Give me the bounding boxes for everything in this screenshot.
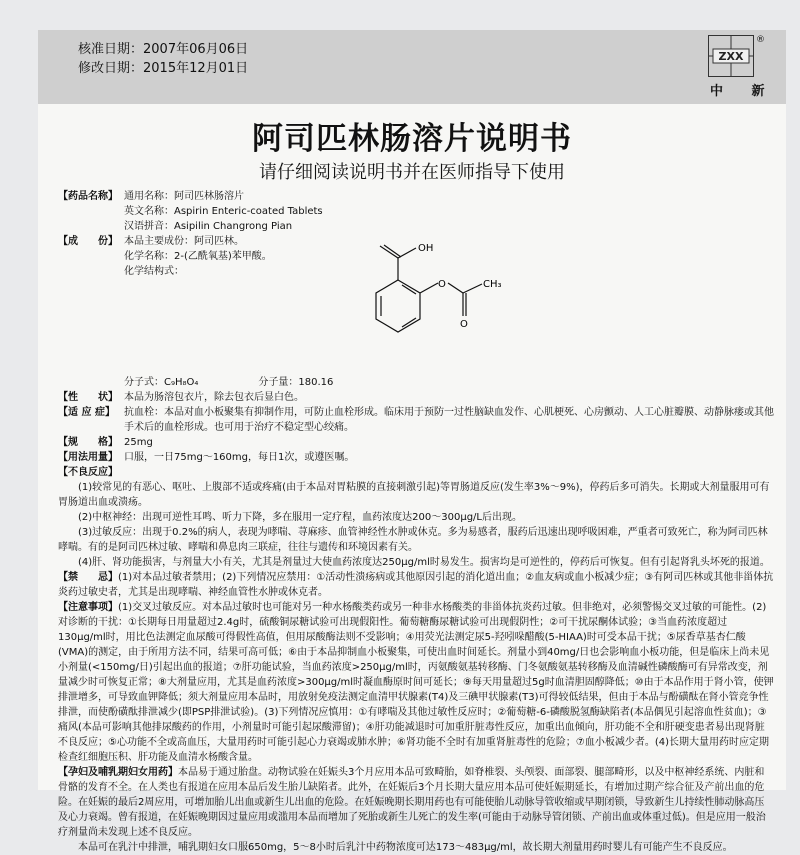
section-dosage [58, 450, 774, 465]
section-label: 【适 应 症】 [58, 407, 115, 418]
benzene-ring [376, 280, 420, 332]
ester-oxygen-label: O [438, 279, 446, 290]
section-label: 【用法用量】 [58, 452, 118, 463]
section-label: 【成 份】 [58, 236, 118, 247]
aspirin-structure-diagram [358, 238, 528, 348]
precautions-text: (1)交叉过敏反应。对本品过敏时也可能对另一种水杨酸类药或另一种非水杨酸类的非甾体抗炎药过敏。但非绝对，必须警惕交叉过敏的可能性。(2)对诊断的干扰：①长期每日用量超过2.4g时，硫酸铜尿糖试验可出现假阳性。葡萄糖酶尿糖试验可出现假阴性；②可干扰尿酮体试验；③当血药浓度超过130μg/ml时，用比色法测定血尿酸可得假性高值，但用尿酸酶法则不受影响；④用荧光法测定尿5-羟吲哚醋酸(5-HIAA)时可受本品干扰；⑤尿香草基杏仁酸(VMA)的测定，由于所用方法不同，结果可高可低；⑥由于本品抑制血小板聚集，可使出血时间延长。剂量小到40mg/日也会影响血小板功能，但是临床上尚未见小剂量(<150mg/日)引起出血的报道；⑦肝功能试验，当血药浓度>250μg/ml时，丙氨酸氨基转移酶、门冬氨酸氨基转移酶及血清碱性磷酸酶可有异常改变，剂量减少时可恢复正常；⑧大剂量应用，尤其是血药浓度>300μg/ml时凝血酶原时间可延长；⑨每天用量超过5g时血清胆固醇降低；⑩由于本品作用于肾小管，使钾排泄增多，可导致血钾降低；须大剂量应用本品时，用放射免疫法测定血清甲状腺素(T4)及三碘甲状腺素(T3)可得较低结果，但由于本品与酚磺酞在肾小管竞争性排泄，而使酚磺酞排泄减少(即PSP排泄试验)。(3)下列情况应慎用：①有哮喘及其他过敏性反应时；②葡萄糖-6-磷酸脱氢酶缺陷者(本品偶见引起溶血性贫血)；③痛风(本品可影响其他排尿酸药的作用，小剂量时可能引起尿酸滞留)；④肝功能减退时可加重肝脏毒性反应，加重出血倾向，肝功能不全和肝硬变患者易出现肾脏不良反应；⑤心功能不全或高血压，大量用药时可能引起心力衰竭或肺水肿；⑥肾功能不全时有加重肾脏毒性的危险；⑦血小板减少者。(4)长期大量用药时应定期检查红细胞压积、肝功能及血清水杨酸含量。 [58, 602, 774, 763]
chemical-name: 化学名称：2-(乙酰氧基)苯甲酸。 [124, 251, 272, 262]
adverse-paragraph: (4)肝、肾功能损害，与剂量大小有关，尤其是剂量过大使血药浓度达250μg/ml时易发生。损害均是可逆性的，停药后可恢复。但有引起肾乳头坏死的报道。 [78, 557, 770, 568]
section-drug-name [58, 189, 774, 234]
leaflet-sheet [38, 30, 786, 853]
section-precautions [58, 600, 774, 765]
section-ingredients [58, 234, 774, 390]
logo-letters: ZXX [718, 50, 744, 63]
carbonyl-oxygen-label: O [460, 319, 468, 330]
document-title: 阿司匹林肠溶片说明书 [252, 121, 572, 157]
date-block [78, 40, 248, 78]
character-text: 本品为肠溶包衣片，除去包衣后显白色。 [124, 392, 304, 403]
formula-row [124, 375, 774, 390]
pregnancy-text: 本品易于通过胎盘。动物试验在妊娠头3个月应用本品可致畸胎，如脊椎裂、头颅裂、面部裂、腿部畸形，以及中枢神经系统、内脏和骨骼的发育不全。在人类也有报道在应用本品后发生胎儿缺陷者。此外，在妊娠后3个月长期大量应用本品可使妊娠期延长，有增加过期产综合征及产前出血的危险。在妊娠的最后2周应用，可增加胎儿出血或新生儿出血的危险。在妊娠晚期长期用药也有可能使胎儿动脉导管收缩或早期闭锁，导致新生儿持续性肺动脉高压及心力衰竭。曾有报道，在妊娠晚期因过量应用或滥用本品而增加了死胎或新生儿死亡的发生率(可能由于动脉导管闭锁、产前出血或体重过低)。但是应用一般治疗剂量尚未发现上述不良反应。 [58, 767, 766, 838]
indications-text: 抗血栓：本品对血小板聚集有抑制作用，可防止血栓形成。临床用于预防一过性脑缺血发作、心肌梗死、心房颤动、人工心脏瓣膜、动静脉瘘或其他手术后的血栓形成。也可用于治疗不稳定型心绞痛。 [124, 407, 774, 433]
document-subtitle: 请仔细阅读说明书并在医师指导下使用 [259, 162, 565, 183]
approval-date: 核准日期：2007年06月06日 [78, 42, 249, 57]
molecular-formula: 分子式：C₉H₈O₄ [124, 377, 199, 388]
section-specification [58, 435, 774, 450]
section-label: 【规 格】 [58, 437, 118, 448]
specification-text: 25mg [124, 437, 153, 448]
adverse-paragraph: (1)较常见的有恶心、呕吐、上腹部不适或疼痛(由于本品对胃粘膜的直接刺激引起)等胃肠道反应(发生率3%～9%)，停药后多可消失。长期或大剂量服用可有胃肠道出血或溃疡。 [58, 482, 770, 508]
section-label: 【药品名称】 [58, 191, 118, 202]
registered-mark: ® [756, 35, 765, 45]
pinyin-name: 汉语拼音：Asipilin Changrong Pian [124, 221, 293, 232]
contraindications-text: (1)对本品过敏者禁用；(2)下列情况应禁用：①活动性溃疡病或其他原因引起的消化道出血；②血友病或血小板减少症；③有阿司匹林或其他非甾体抗炎药过敏史者，尤其是出现哮喘、神经血管性水肿或休克者。 [58, 572, 774, 598]
structure-label: 化学结构式： [124, 266, 184, 277]
section-label: 【注意事项】 [58, 602, 118, 613]
leaflet-body [58, 189, 774, 855]
section-adverse-reactions [58, 465, 774, 570]
section-pregnancy [58, 765, 774, 855]
section-indications [58, 405, 774, 435]
section-character [58, 390, 774, 405]
company-logo [698, 35, 777, 101]
logo-emblem-icon [708, 35, 754, 77]
methyl-label: CH₃ [483, 279, 502, 290]
revision-date: 修改日期：2015年12月01日 [78, 61, 249, 76]
section-contraindications [58, 570, 774, 600]
generic-name: 通用名称：阿司匹林肠溶片 [124, 191, 244, 202]
main-ingredient: 本品主要成份：阿司匹林。 [124, 236, 244, 247]
english-name: 英文名称：Aspirin Enteric-coated Tablets [124, 206, 323, 217]
molecular-weight: 分子量：180.16 [258, 377, 334, 388]
lactation-text: 本品可在乳汁中排泄，哺乳期妇女口服650mg，5～8小时后乳汁中药物浓度可达173～483μg/ml，故长期大剂量用药时婴儿有可能产生不良反应。 [78, 842, 733, 853]
logo-company-name: 中 新 [710, 84, 777, 99]
section-label: 【禁 忌】 [58, 572, 118, 583]
dosage-text: 口服，一日75mg～160mg，每日1次，或遵医嘱。 [124, 452, 355, 463]
adverse-paragraph: (2)中枢神经：出现可逆性耳鸣、听力下降，多在服用一定疗程，血药浓度达200～300μg/L后出现。 [78, 512, 522, 523]
section-label: 【不良反应】 [58, 467, 118, 478]
adverse-paragraph: (3)过敏反应：出现于0.2%的病人，表现为哮喘、荨麻疹、血管神经性水肿或休克。多为易感者，服药后迅速出现呼吸困难，严重者可致死亡，称为阿司匹林哮喘。有的是阿司匹林过敏、哮喘和鼻息肉三联症，往往与遗传和环境因素有关。 [58, 527, 768, 553]
section-label: 【性 状】 [58, 392, 118, 403]
section-label: 【孕妇及哺乳期妇女用药】 [58, 767, 178, 778]
header-band [38, 30, 786, 104]
oh-label: OH [418, 243, 434, 254]
